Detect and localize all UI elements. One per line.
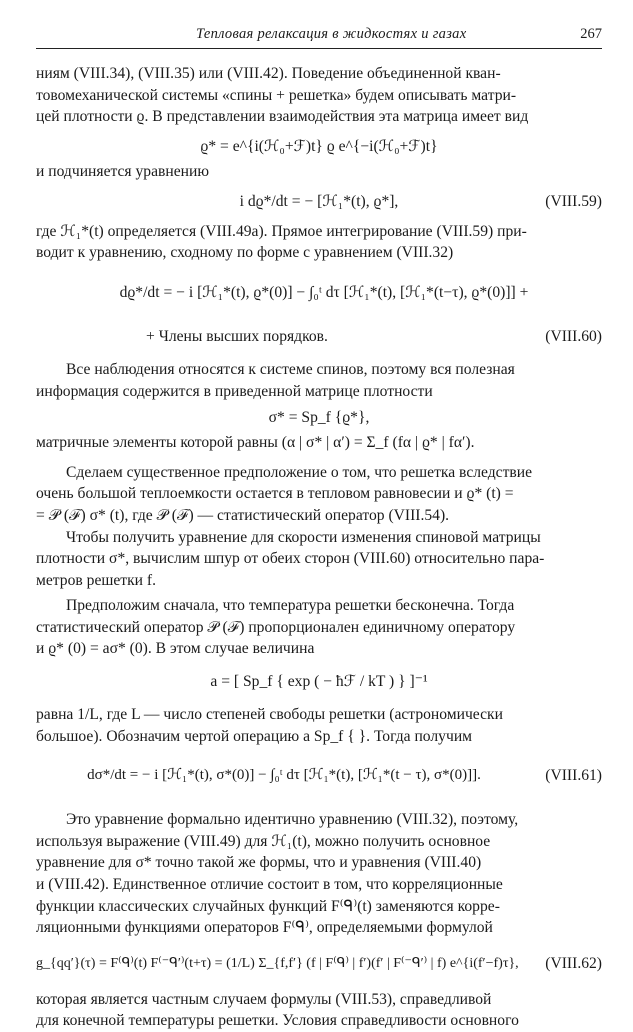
equation-a	[36, 660, 602, 704]
equation-viii-62	[36, 939, 602, 989]
paragraph-4	[36, 359, 602, 402]
text-line: ниям (VIII.34), (VIII.35) или (VIII.42). Поведение объединенной кван-	[36, 65, 501, 82]
paragraph-11	[36, 989, 602, 1032]
paragraph-3	[36, 221, 602, 264]
equation-body: σ* = Sp_f {ϱ*},	[268, 408, 370, 426]
paragraph-1	[36, 63, 602, 128]
text-line: Чтобы получить уравнение для скорости изменения спиновой матрицы	[66, 528, 541, 546]
equation-viii-61	[36, 747, 602, 805]
text-line: цей плотности ϱ. В представлении взаимодействия эта матрица имеет вид	[36, 108, 529, 126]
text-line: информация содержится в приведенной матрице плотности	[36, 382, 433, 400]
equation-sigma	[36, 407, 602, 429]
text-line: и (VIII.42). Единственное отличие состоит в том, что корреляционные	[36, 876, 503, 894]
text-line: которая является частным случаем формулы (VIII.53), справедливой	[36, 990, 492, 1008]
text-line: ляционными функциями операторов F⁽ᑫ⁾, определяемыми формулой	[36, 919, 493, 937]
equation-viii-59	[36, 191, 602, 213]
text-line: для конечной температуры решетки. Условия справедливости основного	[36, 1012, 519, 1030]
equation-viii-60-line-1	[36, 264, 602, 318]
text-line: Все наблюдения относятся к системе спинов, поэтому вся полезная	[66, 361, 515, 379]
running-title: Тепловая релаксация в жидкостях и газах	[196, 26, 467, 42]
text-line: равна 1/L, где L — число степеней свободы решетки (астрономически	[36, 706, 503, 724]
equation-rho	[36, 136, 602, 158]
paragraph-10	[36, 809, 602, 939]
text-line: используя выражение (VIII.49) для ℋ₁(t), можно получить основное	[36, 832, 491, 850]
equation-body: i dϱ*/dt = − [ℋ₁*(t), ϱ*],	[239, 192, 399, 210]
text-line: = 𝒫 (ℱ) σ* (t), где 𝒫 (ℱ) — статистический оператор (VIII.54).	[36, 506, 450, 524]
paragraph-9	[36, 704, 602, 747]
text-line: Это уравнение формально идентично уравнению (VIII.32), поэтому,	[66, 811, 519, 829]
text-line: очень большой теплоемкости остается в тепловом равновесии и ϱ* (t) =	[36, 485, 514, 503]
text-line: товомеханической системы «спины + решетка» будем описывать матри-	[36, 86, 517, 104]
page	[36, 24, 602, 1032]
equation-label: (VIII.62)	[545, 954, 602, 972]
paragraph-2: и подчиняется уравнению	[36, 163, 209, 181]
text-line: метров решетки f.	[36, 571, 157, 589]
equation-body: a = [ Sp_f { exp ( − ħℱ / kT ) } ]⁻¹	[210, 673, 428, 691]
text-line: функции классических случайных функций F⁽ᑫ⁾(t) заменяются корре-	[36, 897, 500, 915]
text-line: уравнение для σ* точно такой же формы, что и уравнения (VIII.40)	[36, 854, 482, 872]
text-line: плотности σ*, вычислим шпур от обеих сторон (VIII.60) относительно пара-	[36, 550, 545, 568]
equation-body: dσ*/dt = − i [ℋ₁*(t), σ*(0)] − ∫₀ᵗ dτ [ℋ₁*(t), [ℋ₁*(t − τ), σ*(0)]].	[87, 767, 481, 784]
paragraph-7	[36, 527, 602, 592]
page-number: 267	[580, 26, 602, 42]
text-line: где ℋ₁*(t) определяется (VIII.49a). Прямое интегрирование (VIII.59) при-	[36, 222, 527, 240]
text-line: Сделаем существенное предположение о том, что решетка вследствие	[66, 463, 533, 481]
equation-body: dϱ*/dt = − i [ℋ₁*(t), ϱ*(0)] − ∫₀ᵗ dτ [ℋ₁*(t), [ℋ₁*(t−τ), ϱ*(0)]] +	[119, 283, 529, 301]
text-line: водит к уравнению, сходному по форме с уравнением (VIII.32)	[36, 244, 454, 262]
paragraph-5: матричные элементы которой равны (α | σ* | α′) = Σ_f (fα | ϱ* | fα′).	[36, 434, 475, 452]
running-header	[36, 24, 602, 49]
text-line: Предположим сначала, что температура решетки бесконечна. Тогда	[66, 597, 515, 615]
equation-body: g_{qq′}(τ) = F⁽ᑫ⁾(t) F⁽⁻ᑫ′⁾(t+τ) = (1/L) Σ_{f,f′} (f | F⁽ᑫ⁾ | f′)(f′ | F⁽⁻ᑫ′⁾ | f) e^{i(f′−f)τ},	[36, 955, 519, 971]
paragraph-8	[36, 595, 602, 660]
paragraph-6	[36, 462, 602, 527]
equation-viii-60-line-2	[36, 326, 602, 348]
equation-body: ϱ* = e^{i(ℋ₀+ℱ)t} ϱ e^{−i(ℋ₀+ℱ)t}	[200, 137, 438, 155]
equation-label: (VIII.59)	[545, 192, 602, 210]
equation-label: (VIII.60)	[545, 327, 602, 345]
text-line: статистический оператор 𝒫 (ℱ) пропорционален единичному оператору	[36, 618, 516, 636]
equation-body: + Члены высших порядков.	[146, 327, 328, 345]
text-line: большое). Обозначим чертой операцию a Sp_f { }. Тогда получим	[36, 727, 473, 745]
equation-label: (VIII.61)	[545, 767, 602, 785]
text-line: и ϱ* (0) = aσ* (0). В этом случае величина	[36, 640, 315, 658]
